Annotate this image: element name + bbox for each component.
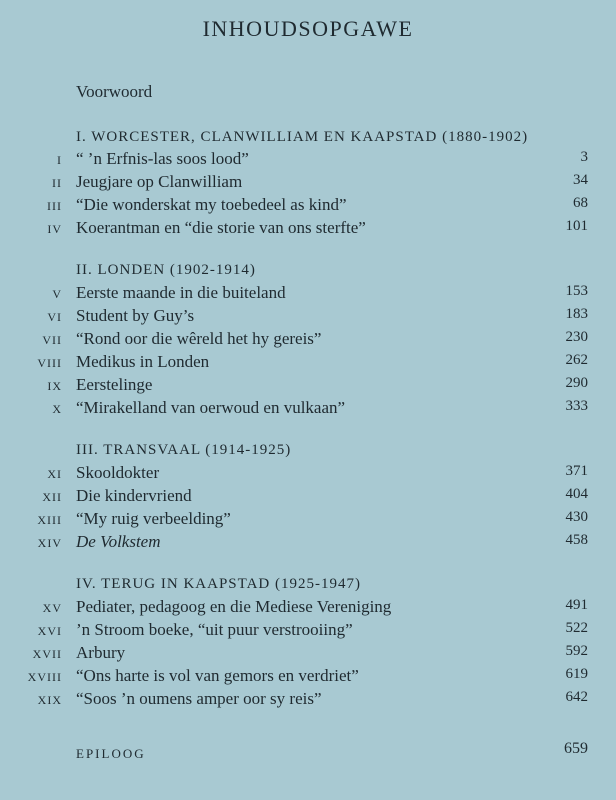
chapter-title: Jeugjare op Clanwilliam xyxy=(76,172,243,191)
part-heading: II. LONDEN (1902-1914) xyxy=(76,262,256,278)
chapter-title: Eerstelinge xyxy=(76,375,153,394)
chapter-number: XVIII xyxy=(27,670,62,684)
page-number: 642 xyxy=(565,689,588,705)
chapter-title: Student by Guy’s xyxy=(76,306,195,325)
chapter-number: XVI xyxy=(37,624,62,638)
page-number: 404 xyxy=(565,486,588,502)
chapter-title: Koerantman en “die storie van ons sterfte” xyxy=(76,218,366,237)
chapter-number: XIV xyxy=(37,536,62,550)
chapter-number: IX xyxy=(47,379,62,393)
chapter-title: “Mirakelland van oerwoud en vulkaan” xyxy=(76,398,346,417)
page-number: 592 xyxy=(565,643,588,659)
page-title: INHOUDSOPGAWE xyxy=(202,16,414,41)
chapter-number: XIX xyxy=(37,693,62,707)
page-number: 153 xyxy=(565,283,588,299)
chapter-title: De Volkstem xyxy=(76,532,161,551)
toc-row xyxy=(0,283,616,305)
toc-row xyxy=(0,306,616,328)
chapter-title: “Die wonderskat my toebedeel as kind” xyxy=(76,195,347,214)
chapter-title: Arbury xyxy=(76,643,126,662)
page-number: 183 xyxy=(565,306,588,322)
toc-row xyxy=(0,195,616,217)
page-number: 230 xyxy=(565,329,588,345)
toc-row xyxy=(0,352,616,374)
page-number: 371 xyxy=(565,463,588,479)
toc-row xyxy=(0,620,616,642)
page-number: 491 xyxy=(565,597,588,613)
chapter-number: I xyxy=(57,153,62,167)
page-number: 333 xyxy=(565,398,588,414)
page-number: 34 xyxy=(573,172,588,188)
toc-row xyxy=(0,486,616,508)
page-number: 3 xyxy=(580,149,588,165)
chapter-number: XIII xyxy=(37,513,62,527)
foreword-entry: Voorwoord xyxy=(76,82,153,101)
page-number: 458 xyxy=(565,532,588,548)
toc-row xyxy=(0,666,616,688)
chapter-title: Skooldokter xyxy=(76,463,160,482)
chapter-title: “Rond oor die wêreld het hy gereis” xyxy=(76,329,322,348)
chapter-title: “My ruig verbeelding” xyxy=(76,509,231,528)
toc-row xyxy=(0,329,616,351)
toc-row xyxy=(0,532,616,554)
page-number: 522 xyxy=(565,620,588,636)
chapter-number: VI xyxy=(47,310,62,324)
chapter-number: VIII xyxy=(37,356,62,370)
chapter-title: Die kindervriend xyxy=(76,486,192,505)
page-number: 262 xyxy=(565,352,588,368)
page-number: 619 xyxy=(565,666,588,682)
toc-row xyxy=(0,689,616,711)
chapter-title: Pediater, pedagoog en die Mediese Vereniging xyxy=(76,597,392,616)
part-heading: I. WORCESTER, CLANWILLIAM EN KAAPSTAD (1880-1902) xyxy=(76,129,529,145)
chapter-number: XII xyxy=(42,490,62,504)
epilogue-page-number: 659 xyxy=(564,740,588,757)
toc-row xyxy=(0,172,616,194)
chapter-number: IV xyxy=(47,222,62,236)
toc-row xyxy=(0,509,616,531)
chapter-number: XI xyxy=(47,467,62,481)
toc-row xyxy=(0,149,616,171)
toc-row xyxy=(0,597,616,619)
page-number: 430 xyxy=(565,509,588,525)
page-number: 101 xyxy=(565,218,588,234)
toc-row xyxy=(0,375,616,397)
chapter-number: VII xyxy=(42,333,62,347)
toc-row xyxy=(0,643,616,665)
part-heading: IV. TERUG IN KAAPSTAD (1925-1947) xyxy=(76,576,361,592)
epilogue-entry: EPILOOG xyxy=(76,746,146,761)
chapter-title: “Ons harte is vol van gemors en verdriet” xyxy=(76,666,359,685)
toc-row xyxy=(0,218,616,240)
chapter-title: “ ’n Erfnis-las soos lood” xyxy=(76,149,249,168)
chapter-title: Eerste maande in die buiteland xyxy=(76,283,286,302)
page-number: 290 xyxy=(565,375,588,391)
part-heading: III. TRANSVAAL (1914-1925) xyxy=(76,442,292,458)
chapter-title: “Soos ’n oumens amper oor sy reis” xyxy=(76,689,322,708)
toc-row xyxy=(0,398,616,420)
toc-row xyxy=(0,463,616,485)
chapter-number: V xyxy=(52,287,62,301)
chapter-number: XV xyxy=(42,601,62,615)
chapter-number: XVII xyxy=(32,647,62,661)
chapter-number: II xyxy=(52,176,62,190)
chapter-title: Medikus in Londen xyxy=(76,352,210,371)
chapter-number: X xyxy=(52,402,62,416)
chapter-number: III xyxy=(47,199,62,213)
page-number: 68 xyxy=(573,195,588,211)
chapter-title: ’n Stroom boeke, “uit puur verstrooiing” xyxy=(76,620,353,639)
